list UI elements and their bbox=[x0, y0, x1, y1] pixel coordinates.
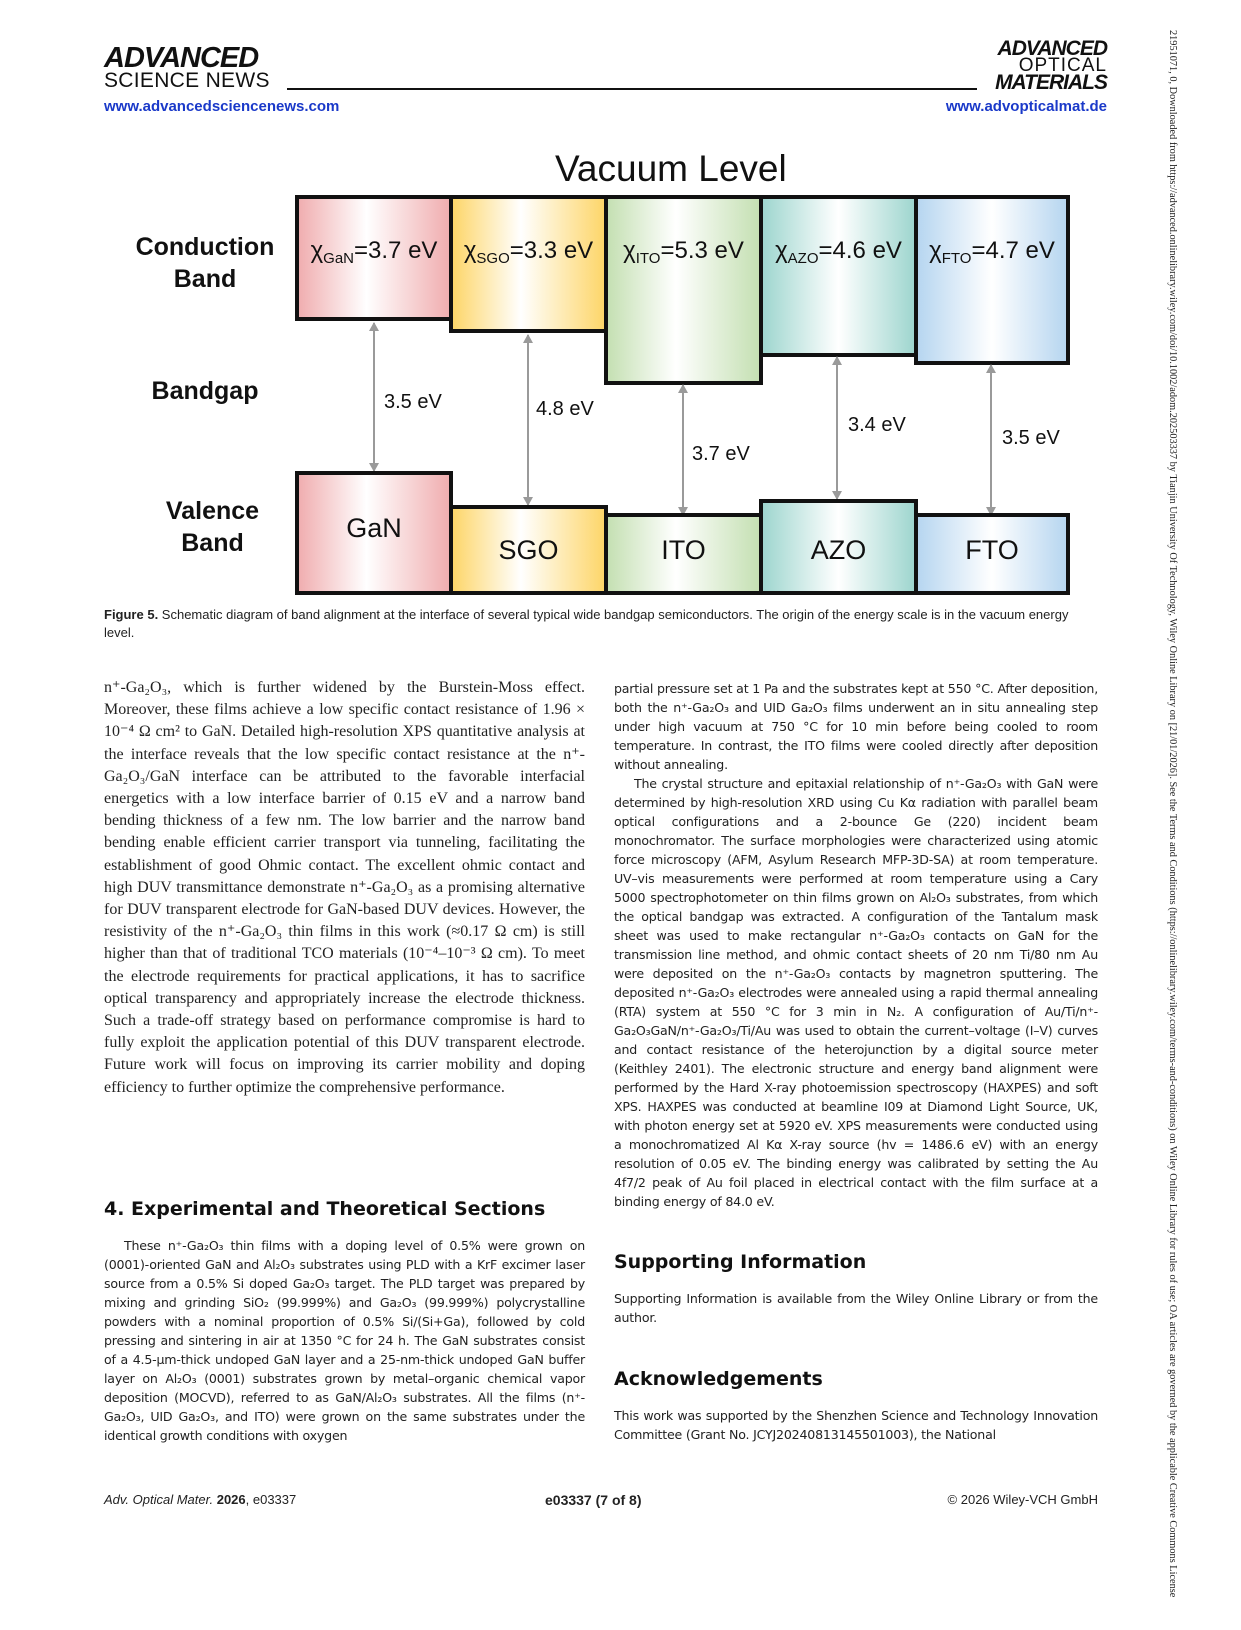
vacuum-level-title: Vacuum Level bbox=[555, 148, 787, 189]
valence-label-azo: AZO bbox=[810, 535, 867, 565]
footer-copyright: © 2026 Wiley-VCH GmbH bbox=[947, 1492, 1098, 1507]
chi-label-sgo: $\chi_{SGO}=3.3$ eV bbox=[463, 237, 594, 267]
supporting-information-text: Supporting Information is available from the Wiley Online Library or from the author. bbox=[614, 1291, 1098, 1325]
valence-label-fto: FTO bbox=[965, 535, 1019, 565]
valence-block-azo bbox=[759, 499, 918, 591]
figure-band-alignment bbox=[100, 145, 1100, 605]
chi-label-ito: $\chi_{ITO}=5.3$ eV bbox=[623, 237, 744, 267]
valence-label-gan: GaN bbox=[346, 513, 402, 543]
conduction-block-fto bbox=[914, 195, 1070, 365]
left-column-paragraph-2: These n⁺-Ga₂O₃ thin films with a doping level of 0.5% were grown on (0001)-oriented GaN and Al₂O₃ substrates using PLD with a KrF excimer laser source from a 0.5% Si doped Ga₂O₃ target. The PLD target was prepared by mixing and grinding SiO₂ (99.999%) and Ga₂O₃ (99.999%) polycrystalline powders with a nominal proportion of 0.5% Si/(Si+Ga), followed by cold pressing and sintering in air at 1350 °C for 24 h. The GaN substrates consist of a 4.5-µm-thick undoped GaN layer and a 25-nm-thick undoped GaN buffer layer on Al₂O₃ (0001) substrates grown by metal–organic chemical vapor deposition (MOCVD), referred to as GaN/Al₂O₃ substrates. All the films (n⁺-Ga₂O₃, UID Ga₂O₃, and ITO) were grown on the same substrates under the identical growth conditions with oxygen bbox=[104, 1238, 585, 1443]
footer-page-number: e03337 (7 of 8) bbox=[545, 1492, 642, 1508]
conduction-block-sgo bbox=[449, 195, 608, 333]
side-note-text: 21951071, 0, Downloaded from https://advanced.onlinelibrary.wiley.com/doi/10.1002/adom.202503337 by Tianjin University Of Technology, Wiley Online Library on [21/01/2026]. See the Terms and Conditions (https://onlinelibrary.wiley.com/terms-and-conditions) on Wiley Online Library for rules of use; OA articles are governed by the applicable Creative Commons License bbox=[1167, 30, 1178, 1598]
row-label-line: Band bbox=[181, 529, 244, 557]
acknowledgements-text: This work was supported by the Shenzhen Science and Technology Innovation Committee (Grant No. JCYJ20240813145501003), the National bbox=[614, 1408, 1098, 1442]
footer-year: 2026 bbox=[216, 1492, 246, 1507]
valence-block-fto bbox=[914, 513, 1070, 591]
bandgap-value-ito: 3.7 eV bbox=[692, 443, 750, 465]
figure-baseline bbox=[295, 591, 1070, 595]
left-column-paragraph-1: n⁺-Ga₂O₃, which is further widened by the Burstein-Moss effect. Moreover, these films achieve a low specific contact resistance of 1.96 × 10⁻⁴ Ω cm² to GaN. Detailed high-resolution XPS quantitative analysis at the interface reveals that the low specific contact resistance at the n⁺-Ga₂O₃/GaN interface can be attributed to the favorable interfacial energetics with a low interface barrier of 0.15 eV and a narrow band bending thickness of a few nm. The low barrier and the narrow band bending enable efficient carrier transport via tunneling, facilitating the establishment of good Ohmic contact. The excellent ohmic contact and high DUV transmittance demonstrate n⁺-Ga₂O₃ as a promising alternative for DUV transparent electrode for GaN-based DUV devices. However, the resistivity of the n⁺-Ga₂O₃ thin films in this work (≈0.17 Ω cm) is still higher than that of traditional TCO materials (10⁻⁴–10⁻³ Ω cm). To meet the electrode requirements for practical applications, it has to sacrifice optical transparency and appropriately increase the electrode thickness. Such a trade-off strategy based on performance compromise is hard to fully exploit the application potential of this DUV transparent electrode. Future work will focus on improving its carrier mobility and doping efficiency to further optimize the comprehensive performance. bbox=[104, 679, 585, 1096]
bandgap-arrow-azo bbox=[836, 357, 838, 499]
chi-label-azo: $\chi_{AZO}=4.6$ eV bbox=[775, 237, 902, 267]
row-label-line: Band bbox=[173, 265, 237, 293]
section-heading-experimental: 4. Experimental and Theoretical Sections bbox=[104, 1198, 546, 1220]
bandgap-value-azo: 3.4 eV bbox=[848, 414, 906, 436]
row-label-line: Conduction bbox=[135, 233, 275, 261]
row-label-conduction bbox=[120, 231, 290, 295]
figure-caption bbox=[104, 606, 1099, 642]
bandgap-arrow-ito bbox=[682, 385, 684, 515]
header-rule bbox=[287, 88, 977, 90]
bandgap-arrow-gan bbox=[373, 323, 375, 471]
logo-line-2: OPTICAL bbox=[1018, 55, 1107, 76]
valence-label-ito: ITO bbox=[661, 535, 706, 565]
conduction-block-azo bbox=[759, 195, 918, 357]
section-heading-supporting-information: Supporting Information bbox=[614, 1251, 867, 1273]
footer-citation bbox=[104, 1492, 296, 1507]
valence-block-gan bbox=[295, 471, 453, 591]
section-heading-acknowledgements: Acknowledgements bbox=[614, 1368, 823, 1390]
row-label-valence bbox=[120, 495, 305, 559]
footer-article-id: , e03337 bbox=[245, 1492, 297, 1507]
row-label-line: Valence bbox=[165, 497, 260, 525]
conduction-block-ito bbox=[604, 195, 763, 385]
footer-journal: Adv. Optical Mater. bbox=[104, 1492, 214, 1507]
bandgap-value-fto: 3.5 eV bbox=[1002, 427, 1060, 449]
journal-logo-advanced-optical-materials bbox=[995, 37, 1107, 94]
url-advopticalmat[interactable]: www.advopticalmat.de bbox=[945, 98, 1107, 115]
bandgap-value-gan: 3.5 eV bbox=[384, 391, 442, 413]
side-download-note bbox=[1160, 30, 1182, 1598]
chi-label-gan: $\chi_{GaN}=3.7$ eV bbox=[310, 237, 438, 267]
bandgap-arrow-sgo bbox=[527, 335, 529, 505]
row-label-bandgap: Bandgap bbox=[151, 377, 259, 405]
valence-block-sgo bbox=[449, 505, 608, 591]
chi-label-fto: $\chi_{FTO}=4.7$ eV bbox=[929, 237, 1055, 267]
bandgap-arrow-fto bbox=[990, 365, 992, 515]
valence-block-ito bbox=[604, 513, 763, 591]
conduction-block-gan bbox=[295, 195, 453, 321]
journal-logo-advanced: ADVANCED bbox=[104, 42, 259, 74]
caption-label: Figure 5. bbox=[104, 607, 159, 622]
right-column-paragraph-1: partial pressure set at 1 Pa and the substrates kept at 550 °C. After deposition, both the n⁺-Ga₂O₃ and UID Ga₂O₃ films underwent an in situ annealing step under high vacuum at 750 °C for 10 min before being cooled to room temperature. In contrast, the ITO films were cooled directly after deposition without annealing. bbox=[614, 681, 1098, 772]
url-advancedsciencenews[interactable]: www.advancedsciencenews.com bbox=[104, 98, 340, 115]
right-column-paragraph-2: The crystal structure and epitaxial relationship of n⁺-Ga₂O₃ with GaN were determined by high-resolution XRD using Cu Kα radiation with parallel beam optical configurations and a 2-bounce Ge (220) incident beam monochromator. The surface morphologies were characterized using atomic force microscopy (AFM, Asylum Research MFP-3D-SA) at room temperature. UV–vis measurements were performed at room temperature using a Cary 5000 spectrophotometer on thin films grown on Al₂O₃ substrates, from which the optical bandgap was extracted. A configuration of the Tantalum mask sheet was used to make rectangular n⁺-Ga₂O₃ contacts on GaN for the transmission line method, and ohmic contact sheets of 20 nm Ti/80 nm Au were deposited on the n⁺-Ga₂O₃ contacts by magnetron sputtering. The deposited n⁺-Ga₂O₃ electrodes were annealed using a rapid thermal annealing (RTA) system at 550 °C for 3 min in N₂. A configuration of Au/Ti/n⁺-Ga₂O₃GaN/n⁺-Ga₂O₃/Ti/Au was used to obtain the current–voltage (I–V) curves and contact resistance of the heterojunction by a digital source meter (Keithley 2401). The electronic structure and energy band alignment were performed by the Hard X-ray photoemission spectroscopy (HAXPES) and soft XPS. HAXPES was conducted at beamline I09 at Diamond Light Source, UK, with photon energy set at 5920 eV. XPS measurements were conducted using a monochromatized Al Kα X-ray source (hv = 1486.6 eV) with an energy resolution of 0.05 eV. The binding energy was calibrated by setting the Au 4f7/2 peak of Au foil placed in electrical contact with the film surface at a binding energy of 84.0 eV. bbox=[614, 776, 1098, 1209]
valence-label-sgo: SGO bbox=[498, 535, 559, 565]
bandgap-value-sgo: 4.8 eV bbox=[536, 398, 594, 420]
logo-line-3: MATERIALS bbox=[995, 71, 1107, 94]
journal-logo-science-news: SCIENCE NEWS bbox=[104, 69, 270, 92]
logo-line-1: ADVANCED bbox=[997, 37, 1107, 60]
caption-text: Schematic diagram of band alignment at the interface of several typical wide bandgap semiconductors. The origin of the energy scale is in the vacuum energy level. bbox=[104, 607, 1069, 640]
